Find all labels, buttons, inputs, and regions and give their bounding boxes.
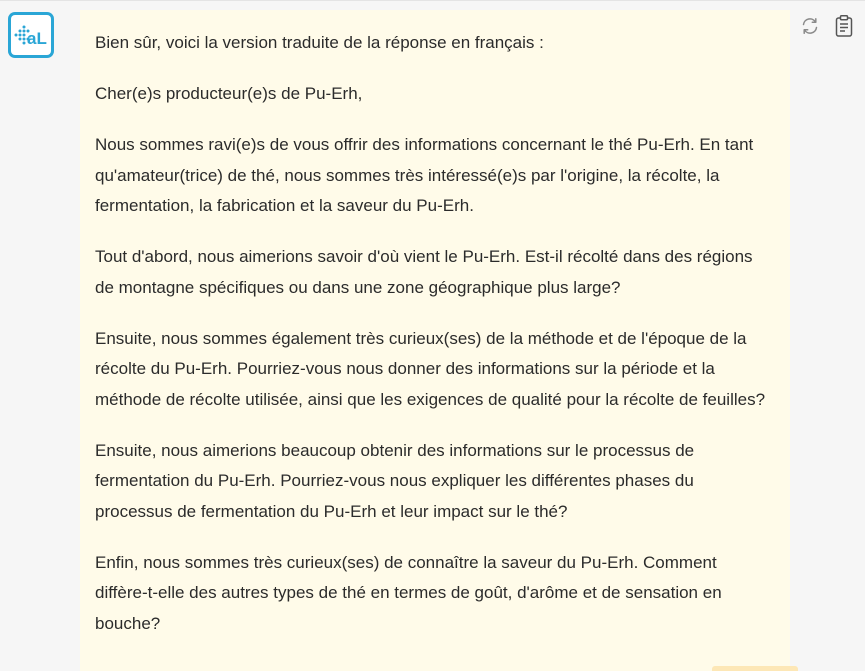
message-paragraph: Nous sommes ravi(e)s de vous offrir des informations concernant le thé Pu-Erh. En tant qu'amateur(trice) de thé, nous sommes très intéressé(e)s par l'origine, la récolte, la fermentation, la fabrication et la saveur du Pu-Erh.	[95, 135, 754, 215]
bottom-accent-bar	[712, 666, 798, 671]
message-paragraph: Enfin, nous sommes très curieux(ses) de connaître la saveur du Pu-Erh. Comment diffère-t-elle des autres types de thé en termes de goût, d'arôme et de sensation en bouche?	[95, 552, 722, 633]
message-actions	[799, 14, 855, 38]
assistant-avatar	[8, 12, 54, 58]
message-paragraph: Tout d'abord, nous aimerions savoir d'où vient le Pu-Erh. Est-il récolté dans des régions de montagne spécifiques ou dans une zone géographique plus large?	[95, 247, 753, 297]
refresh-icon	[800, 16, 820, 36]
svg-text:aL: aL	[27, 29, 47, 48]
assistant-message	[80, 10, 790, 671]
message-paragraph: Ensuite, nous sommes également très curieux(ses) de la méthode et de l'époque de la récolte du Pu-Erh. Pourriez-vous nous donner des informations sur la période et la méthode de récolte utilisée, ainsi que les exigences de qualité pour la récolte de feuilles?	[95, 328, 766, 409]
copy-clipboard-icon	[834, 14, 854, 38]
al-logo-icon	[11, 15, 51, 55]
message-paragraph: Ensuite, nous aimerions beaucoup obtenir des informations sur le processus de fermentation du Pu-Erh. Pourriez-vous nous expliquer les différentes phases du processus de fermentation du Pu-Erh et leur impact sur le thé?	[95, 440, 695, 521]
top-divider	[0, 0, 865, 1]
message-paragraph: Cher(e)s producteur(e)s de Pu-Erh,	[95, 84, 363, 103]
copy-button[interactable]	[833, 14, 855, 38]
message-paragraph: Bien sûr, voici la version traduite de la réponse en français :	[95, 33, 544, 52]
regenerate-button[interactable]	[799, 14, 821, 38]
